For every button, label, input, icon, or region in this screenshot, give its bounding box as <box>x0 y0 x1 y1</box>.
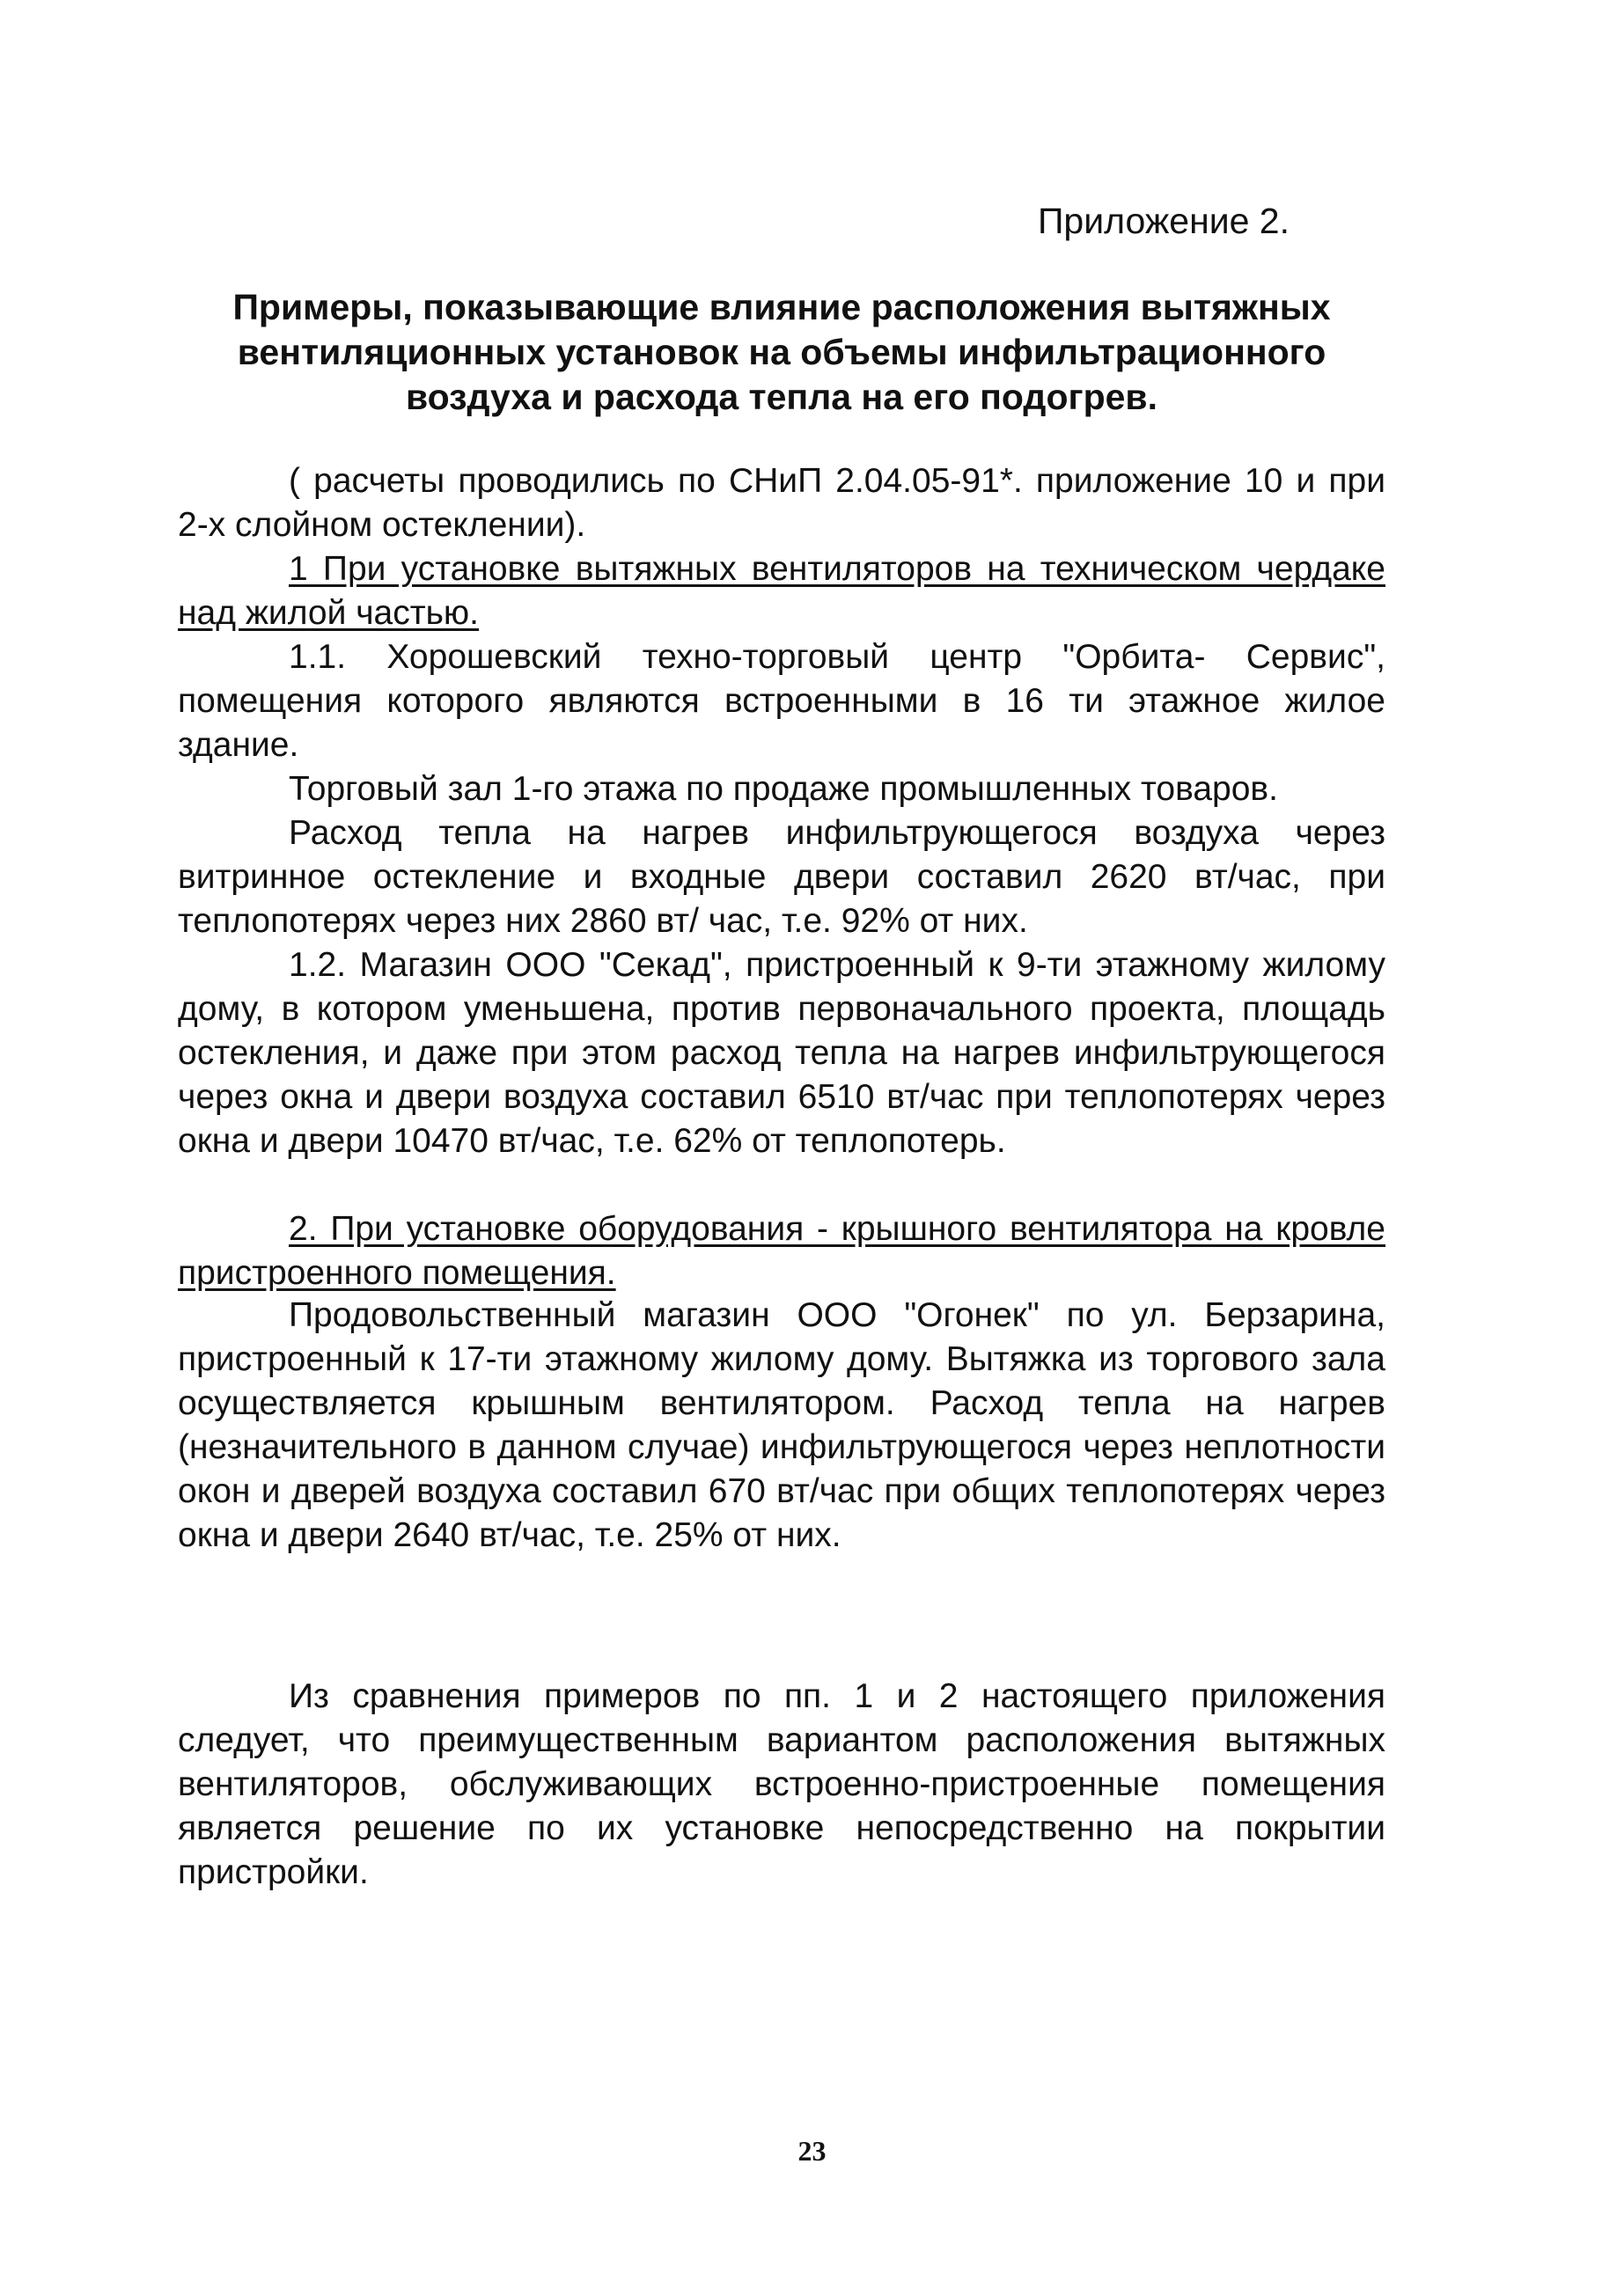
example-1-1-paragraph: 1.1. Хорошевский техно-торговый центр "Орбита- Сервис", помещения которого являются встроенными в 16 ти этажное жилое здание. <box>178 638 1385 764</box>
conclusion-paragraph: Из сравнения примеров по пп. 1 и 2 настоящего приложения следует, что преимущественным вариантом расположения вытяжных вентиляторов, обслуживающих встроенно-пристроенные помещения является решение по их установке непосредственно на покрытии пристройки. <box>178 1677 1385 1891</box>
food-store-paragraph: Продовольственный магазин ООО "Огонек" по ул. Берзарина, пристроенный к 17-ти этажному жилому дому. Вытяжка из торгового зала осуществляется крышным вентилятором. Расход тепла на нагрев (незначительного в данном случае) инфильтрующегося через неплотности окон и дверей воздуха составил 670 вт/час при общих теплопотерях через окна и двери 2640 вт/час, т.е. 25% от них. <box>178 1296 1385 1554</box>
section-1-heading: 1 При установке вытяжных вентиляторов на техническом чердаке над жилой частью. <box>178 550 1385 632</box>
appendix-label: Приложение 2. <box>1037 201 1290 241</box>
section-2-heading: 2. При установке оборудования - крышного вентилятора на кровле пристроенного помещения. <box>178 1210 1385 1292</box>
example-1-2-paragraph: 1.2. Магазин ООО "Секад", пристроенный к 9-ти этажному жилому дому, в котором уменьшена, против первоначального проекта, площадь остекления, и даже при этом расход тепла на нагрев инфильтрующегося через окна и двери воздуха составил 6510 вт/час при теплопотерях через окна и двери 10470 вт/час, т.е. 62% от теплопотерь. <box>178 946 1385 1160</box>
document-title: Примеры, показывающие влияние расположения вытяжных вентиляционных установок на объемы инфильтрационного воздуха и расхода тепла на его подогрев. <box>232 287 1331 417</box>
heat-consumption-1-1-paragraph: Расход тепла на нагрев инфильтрующегося воздуха через витринное остекление и входные двери составил 2620 вт/час, при теплопотерях через них 2860 вт/ час, т.е. 92% от них. <box>178 814 1385 940</box>
page-number: 23 <box>797 2135 827 2167</box>
trading-hall-paragraph: Торговый зал 1-го этажа по продаже промышленных товаров. <box>289 770 1278 808</box>
calculation-note: ( расчеты проводились по СНиП 2.04.05-91*. приложение 10 и при 2-х слойном остеклении). <box>178 462 1385 544</box>
